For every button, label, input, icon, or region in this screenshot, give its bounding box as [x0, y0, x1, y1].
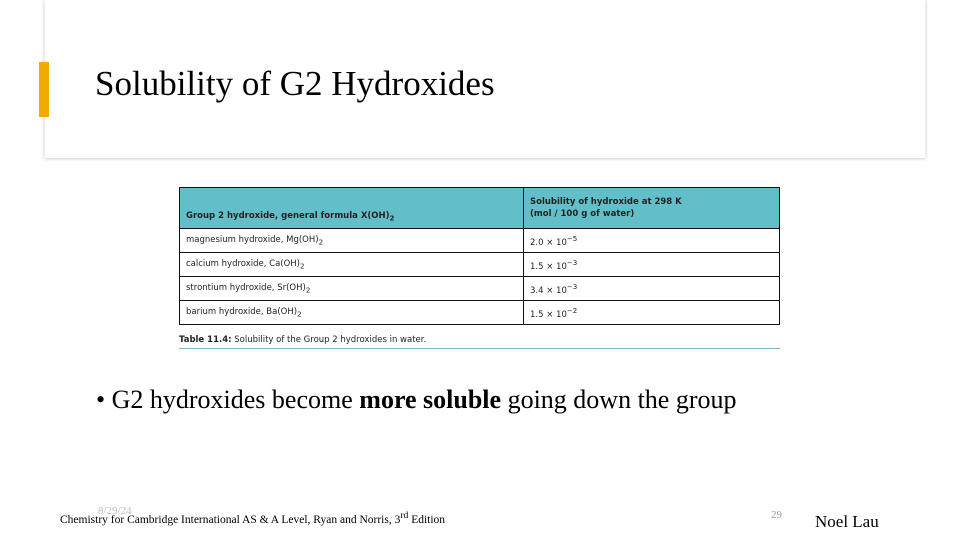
column-header-hydroxide: Group 2 hydroxide, general formula $X(OH)_2$ [180, 188, 524, 229]
hydroxide-name-cell: calcium hydroxide, $Ca(OH)_2$ [180, 253, 524, 277]
table-row [180, 253, 780, 277]
table-caption-label: Table 11.4: [179, 335, 232, 345]
solubility-table-figure [179, 187, 780, 349]
table-row [180, 301, 780, 325]
solubility-value-cell: $3.4 \times 10^{-3}$ [524, 277, 780, 301]
page-number: 29 [771, 509, 782, 521]
table-caption [179, 335, 780, 349]
hydroxide-name-cell: strontium hydroxide, $Sr(OH)_2$ [180, 277, 524, 301]
emphasis-text: more soluble [359, 385, 502, 414]
footer-source: Chemistry for Cambridge International AS & A Level, Ryan and Norris, 3rd Edition [60, 510, 446, 526]
solubility-table [179, 187, 780, 325]
footer-date: 8/29/24 [98, 505, 132, 517]
bullet-marker: • [96, 385, 106, 414]
solubility-value-cell: $2.0 \times 10^{-5}$ [524, 229, 780, 253]
solubility-value-cell: $1.5 \times 10^{-3}$ [524, 253, 780, 277]
table-row [180, 277, 780, 301]
bullet-point: • G2 hydroxides become more soluble going down the group [96, 385, 737, 414]
table-row [180, 229, 780, 253]
hydroxide-name-cell: magnesium hydroxide, $Mg(OH)_2$ [180, 229, 524, 253]
solubility-value-cell: $1.5 \times 10^{-2}$ [524, 301, 780, 325]
hydroxide-name-cell: barium hydroxide, $Ba(OH)_2$ [180, 301, 524, 325]
table-caption-text: Solubility of the Group 2 hydroxides in water. [231, 335, 427, 345]
table-header-row [180, 188, 780, 229]
author-name: Noel Lau [815, 512, 879, 531]
column-header-solubility: Solubility of hydroxide at 298 K (mol / 100 g of water) [524, 188, 780, 229]
title-accent-bar [39, 62, 49, 117]
slide-title: Solubility of G2 Hydroxides [95, 64, 495, 103]
